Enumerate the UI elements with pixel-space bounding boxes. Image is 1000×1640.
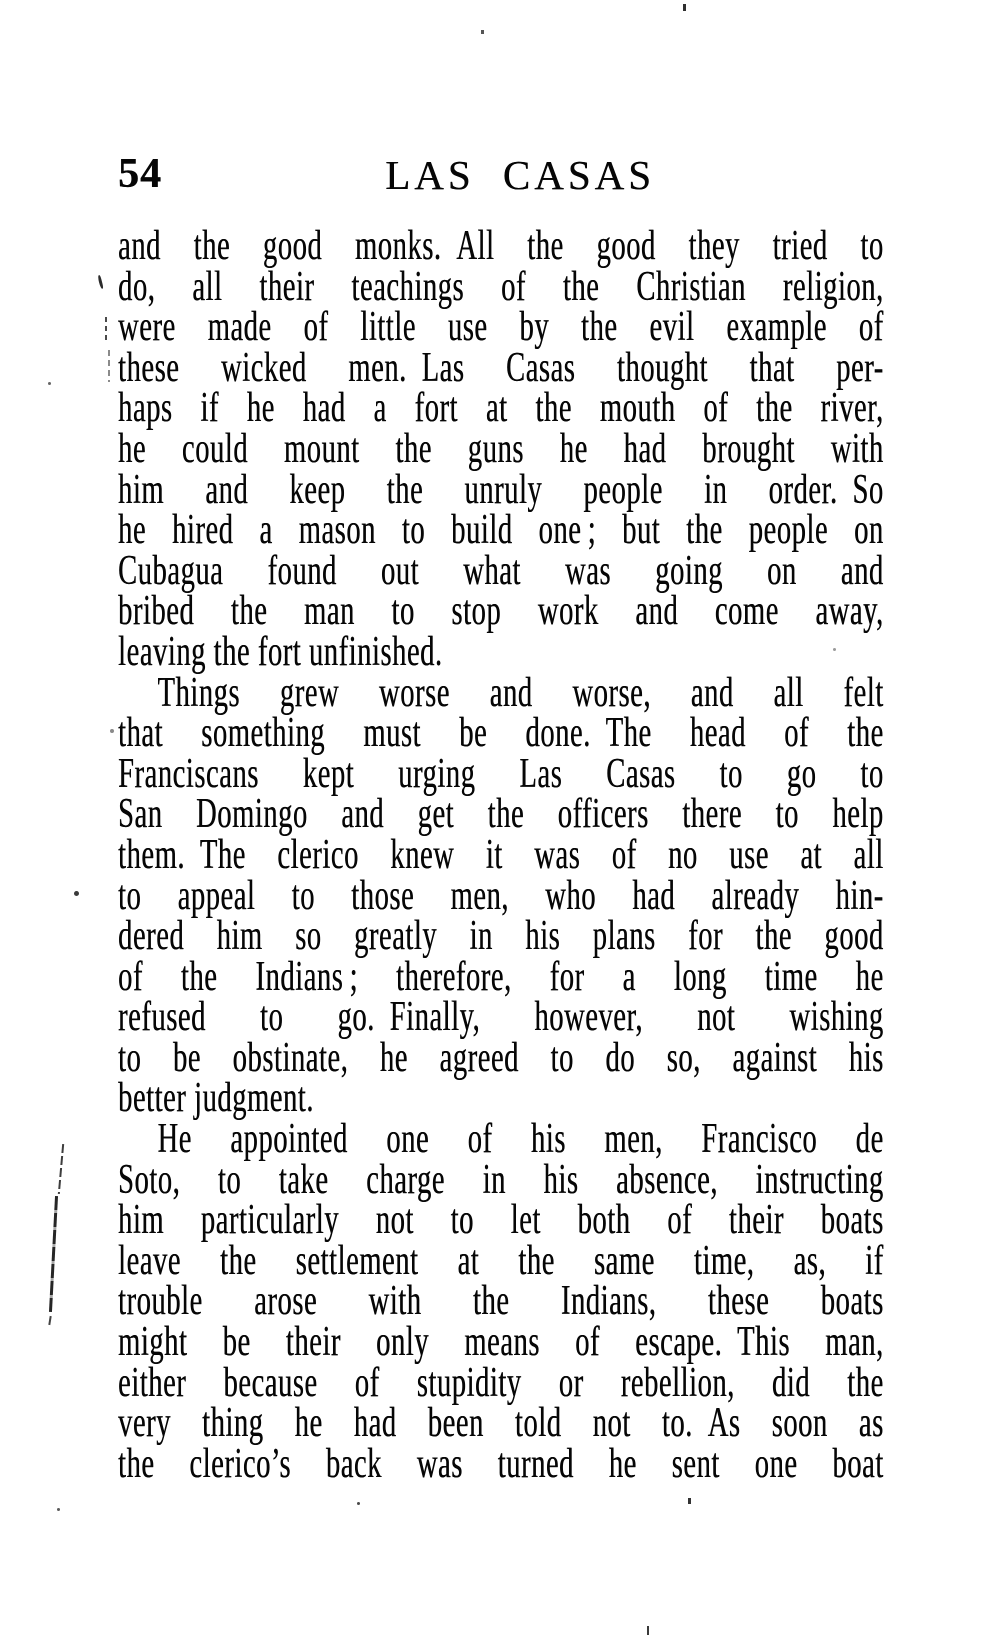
text-line: bribed the man to stop work and come away, [118,588,884,635]
pencil-tick-mark [97,275,103,289]
pencil-dash-mark [105,317,107,342]
text-line: to appeal to those men, who had already hin- [118,872,884,919]
text-line: do, all their teachings of the Christian religion, [118,263,884,310]
text-line: and the good monks. All the good they tried to [118,223,884,269]
text-line: Things grew worse and worse, and all felt [157,669,884,716]
scan-speck [357,1502,360,1505]
text-line: to be obstinate, he agreed to do so, against his [118,1034,884,1081]
page-title: LAS CASAS [385,152,655,198]
text-line: might be their only means of escape. This man, [118,1319,884,1366]
text-line: the clerico’s back was turned he sent one boat [118,1440,884,1487]
scan-speck [48,382,51,385]
page-number: 54 [118,151,162,197]
text-line: leaving the fort unfinished. [118,628,443,675]
pencil-margin-line [48,1316,51,1325]
paragraph [118,223,884,675]
scan-speck [647,1626,649,1635]
scan-speck [110,729,114,733]
text-line: of the Indians ; therefore, for a long time he [118,953,884,1000]
text-line: them. The clerico knew it was of no use at all [118,831,884,878]
page-body [118,223,884,1487]
text-line: very thing he had been told not to. As soon as [118,1400,884,1447]
pencil-dot-mark [74,891,79,896]
text-line: that something must be done. The head of the [118,710,884,757]
text-line: were made of little use by the evil example of [118,304,884,351]
text-line: haps if he had a fort at the mouth of the river, [118,385,884,432]
text-line: he could mount the guns he had brought with [118,425,884,472]
text-line: trouble arose with the Indians, these boats [118,1278,884,1325]
scan-speck [481,30,484,34]
running-header [118,150,884,196]
paragraph [118,1116,884,1487]
scan-speck [57,1508,60,1511]
scan-speck [688,1498,691,1504]
text-line: Franciscans kept urging Las Casas to go to [118,750,884,797]
text-line: him particularly not to let both of their boats [118,1197,884,1244]
text-line: him and keep the unruly people in order. So [118,466,884,513]
text-line: Cubagua found out what was going on and [118,547,884,594]
text-line: either because of stupidity or rebellion, did the [118,1359,884,1406]
scan-speck [683,4,686,11]
pencil-dash-mark [108,350,110,382]
pencil-margin-line [58,1144,64,1194]
paragraph [118,669,884,1122]
scan-speck [833,648,836,651]
text-line: dered him so greatly in his plans for the good [118,913,884,960]
text-line: San Domingo and get the officers there to help [118,791,884,838]
text-line: better judgment. [118,1075,314,1122]
text-line: refused to go. Finally, however, not wishing [118,994,884,1041]
text-line: these wicked men. Las Casas thought that per- [118,344,884,391]
pencil-margin-line [49,1196,58,1312]
text-line: leave the settlement at the same time, as, if [118,1237,884,1284]
text-line: Soto, to take charge in his absence, instructing [118,1156,884,1203]
text-line: he hired a mason to build one ; but the people on [118,507,884,554]
text-line: He appointed one of his men, Francisco de [157,1116,884,1163]
